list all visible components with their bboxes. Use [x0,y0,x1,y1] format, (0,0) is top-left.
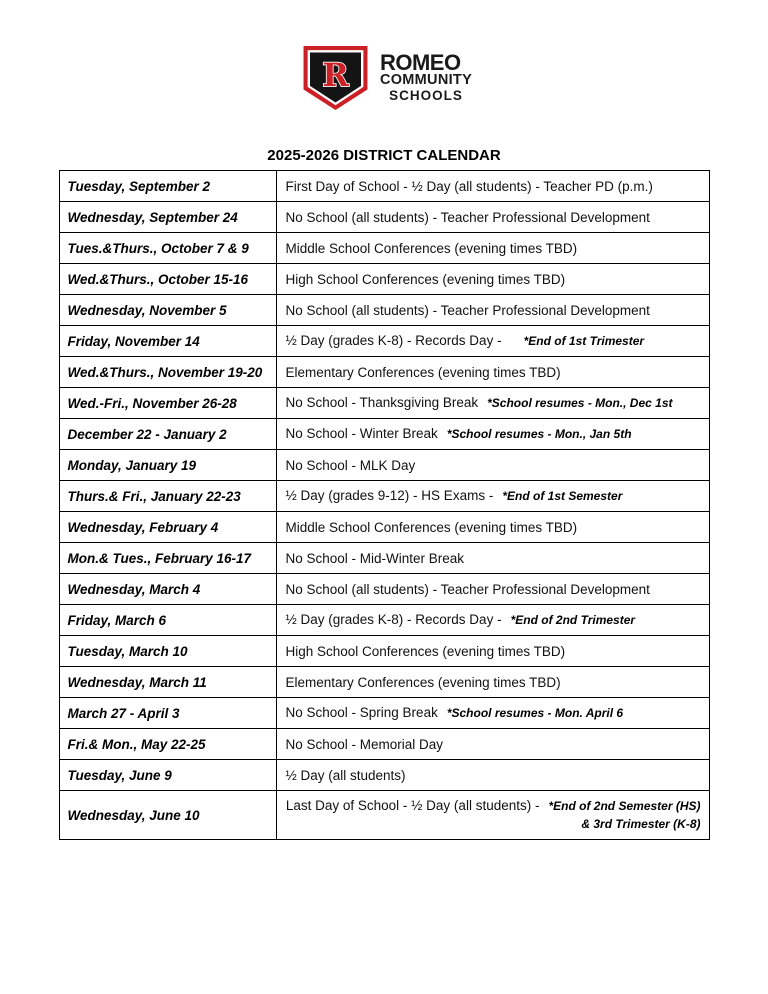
event-description [276,481,709,512]
event-note: *End of 1st Trimester [523,334,645,348]
table-row [59,264,709,295]
table-row [59,760,709,791]
event-text: No School (all students) - Teacher Professional Development [285,581,650,597]
event-note: *School resumes - Mon., Jan 5th [446,427,632,441]
table-row [59,636,709,667]
event-date: Wed.&Thurs., October 15-16 [59,264,276,295]
event-description [276,698,709,729]
event-text: No School - Mid-Winter Break [285,550,465,566]
table-row [59,357,709,388]
event-date: Wednesday, June 10 [59,791,276,840]
page-title: 2025-2026 DISTRICT CALENDAR [267,147,501,164]
event-date: Thurs.& Fri., January 22-23 [59,481,276,512]
event-description [276,202,709,233]
table-row [59,326,709,357]
event-date: Wed.-Fri., November 26-28 [59,388,276,419]
table-row [59,605,709,636]
event-text: Middle School Conferences (evening times TBD) [285,240,578,256]
event-description [276,388,709,419]
event-date: March 27 - April 3 [59,698,276,729]
district-name-schools: SCHOOLS [389,87,463,103]
table-row [59,729,709,760]
event-description [276,357,709,388]
district-name-community: COMMUNITY [379,72,473,89]
table-row [59,388,709,419]
event-note: *School resumes - Mon., Dec 1st [487,396,673,410]
event-description [276,512,709,543]
table-row [59,512,709,543]
district-logo [0,0,768,112]
event-description [276,450,709,481]
event-text: Last Day of School - ½ Day (all students) - [285,798,540,813]
event-text: No School - Memorial Day [285,736,444,752]
event-date: Tues.&Thurs., October 7 & 9 [59,233,276,264]
event-note: *End of 2nd Semester (HS) & 3rd Trimester (K-8) [548,799,701,831]
event-text: High School Conferences (evening times TBD) [285,643,566,659]
event-date: Friday, November 14 [59,326,276,357]
event-description [276,264,709,295]
event-description [276,729,709,760]
event-description [276,419,709,450]
event-text: ½ Day (grades K-8) - Records Day - [285,333,502,348]
event-description [276,605,709,636]
event-date: December 22 - January 2 [59,419,276,450]
district-calendar-table [59,170,710,840]
event-text: No School - Spring Break [285,705,438,720]
district-name-romeo: ROMEO [379,49,461,75]
event-date: Wed.&Thurs., November 19-20 [59,357,276,388]
event-date: Wednesday, September 24 [59,202,276,233]
event-date: Mon.& Tues., February 16-17 [59,543,276,574]
event-date: Friday, March 6 [59,605,276,636]
event-description [276,543,709,574]
event-note: *End of 1st Semester [502,489,623,503]
event-date: Wednesday, March 4 [59,574,276,605]
table-row [59,233,709,264]
event-date: Tuesday, March 10 [59,636,276,667]
logo-letter: R [322,56,349,95]
district-name [379,49,473,104]
event-description [276,233,709,264]
event-description [276,295,709,326]
table-row [59,543,709,574]
event-text: ½ Day (grades 9-12) - HS Exams - [285,488,494,503]
event-note: *School resumes - Mon. April 6 [446,706,624,720]
event-text: No School (all students) - Teacher Professional Development [285,209,650,225]
event-text: Elementary Conferences (evening times TBD) [285,674,561,690]
event-date: Fri.& Mon., May 22-25 [59,729,276,760]
event-note: *End of 2nd Trimester [510,613,636,627]
event-date: Wednesday, February 4 [59,512,276,543]
event-text: Middle School Conferences (evening times TBD) [285,519,578,535]
table-row [59,202,709,233]
event-description [276,791,709,840]
event-text: ½ Day (grades K-8) - Records Day - [285,612,502,627]
event-text: No School - Thanksgiving Break [285,395,479,410]
table-row [59,295,709,326]
table-row [59,574,709,605]
event-description [276,667,709,698]
table-row [59,667,709,698]
table-row [59,419,709,450]
table-row [59,791,709,840]
event-date: Monday, January 19 [59,450,276,481]
event-description [276,171,709,202]
event-text: No School (all students) - Teacher Professional Development [285,302,650,318]
event-text: No School - Winter Break [285,426,438,441]
event-text: Elementary Conferences (evening times TBD) [285,364,561,380]
event-description [276,574,709,605]
event-date: Wednesday, November 5 [59,295,276,326]
event-text: First Day of School - ½ Day (all students) - Teacher PD (p.m.) [285,178,653,194]
event-text: No School - MLK Day [285,457,416,473]
event-text: High School Conferences (evening times TBD) [285,271,566,287]
event-description [276,636,709,667]
event-description [276,326,709,357]
event-description [276,760,709,791]
table-row [59,481,709,512]
table-row [59,450,709,481]
event-date: Tuesday, June 9 [59,760,276,791]
romeo-shield-icon [296,44,375,112]
table-row [59,698,709,729]
event-text: ½ Day (all students) [285,767,406,783]
table-row [59,171,709,202]
event-date: Wednesday, March 11 [59,667,276,698]
event-date: Tuesday, September 2 [59,171,276,202]
